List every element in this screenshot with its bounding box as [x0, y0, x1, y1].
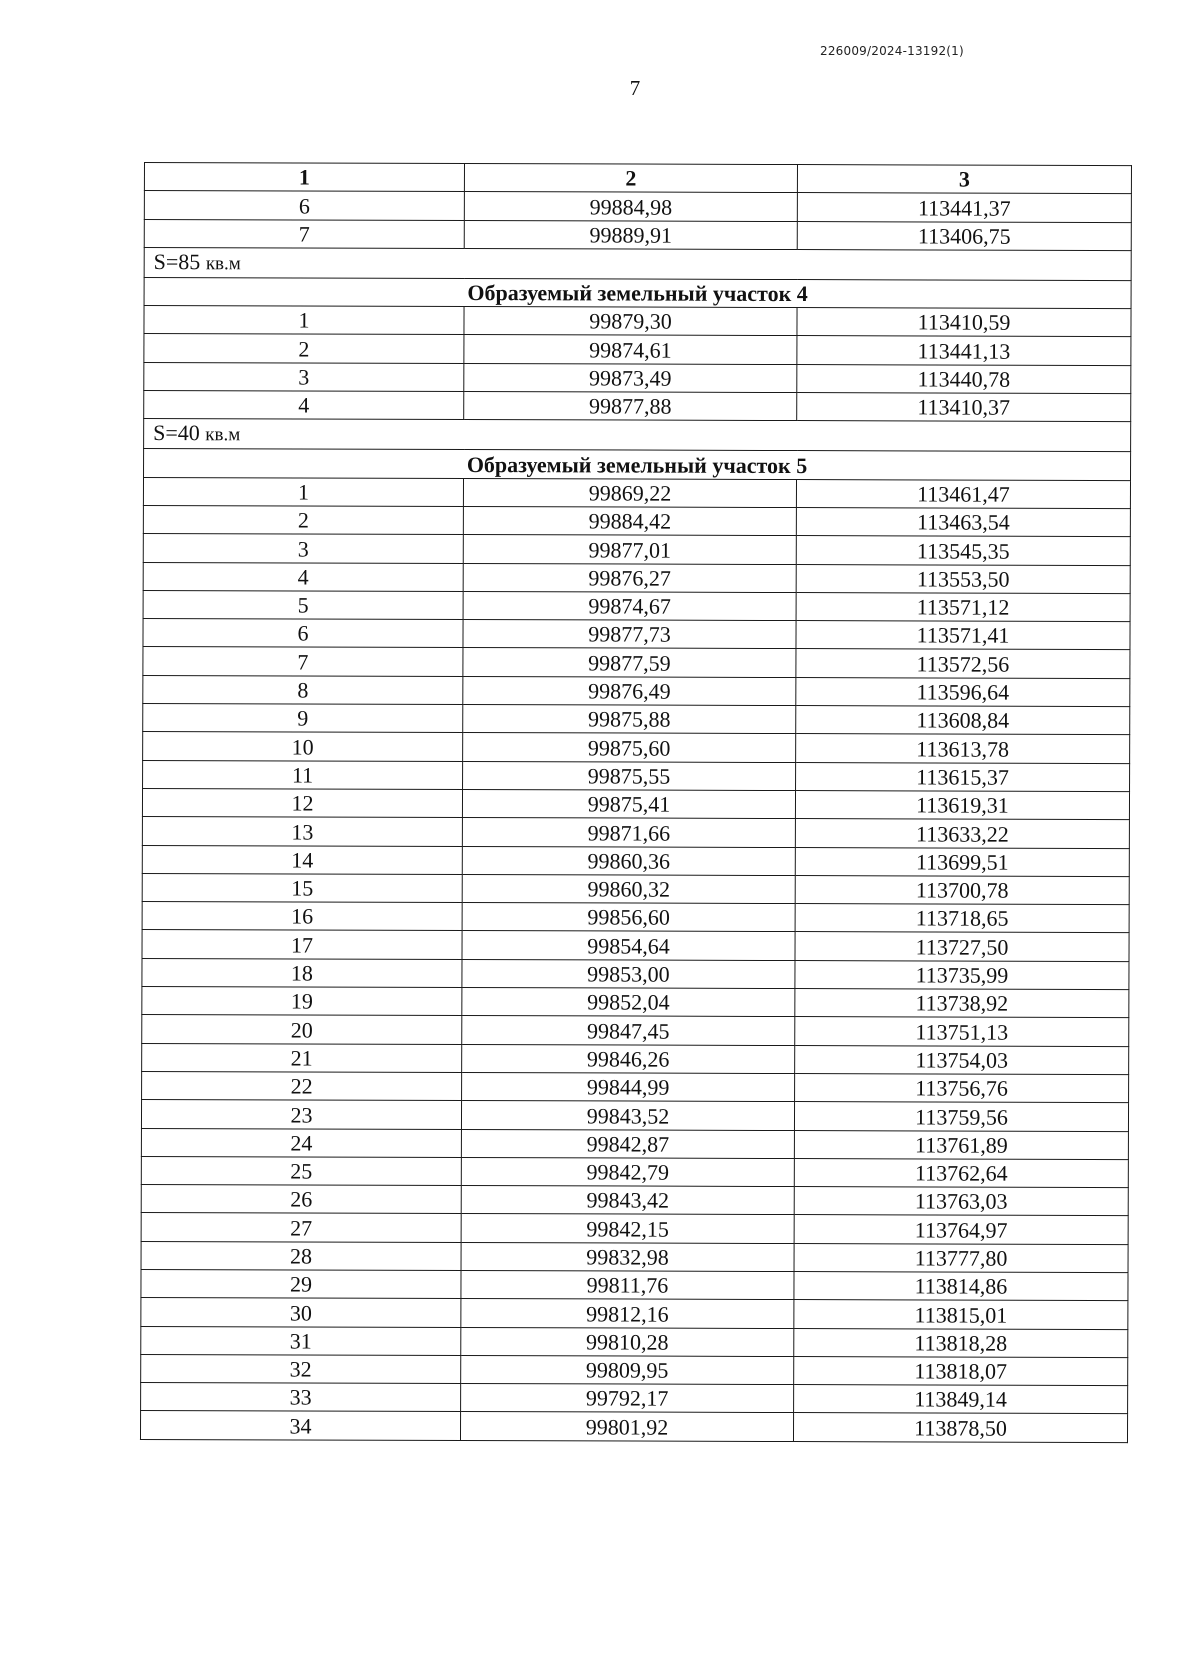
x-coordinate-cell: 99875,55	[463, 761, 796, 790]
x-coordinate-cell: 99843,42	[461, 1186, 794, 1215]
x-coordinate-cell: 99877,01	[463, 535, 796, 564]
point-number-cell: 21	[142, 1043, 462, 1072]
y-coordinate-cell: 113751,13	[795, 1017, 1129, 1046]
table-row	[142, 987, 1129, 1018]
table-row	[141, 1326, 1128, 1357]
y-coordinate-cell: 113849,14	[794, 1385, 1128, 1414]
section-title-row	[144, 277, 1131, 308]
x-coordinate-cell: 99844,99	[462, 1072, 795, 1101]
table-row	[143, 619, 1130, 650]
point-number-cell: 27	[141, 1213, 461, 1242]
section-title: Образуемый земельный участок 4	[144, 277, 1131, 308]
section-title: Образуемый земельный участок 5	[144, 449, 1131, 480]
table-row	[144, 362, 1131, 393]
y-coordinate-cell: 113735,99	[795, 960, 1129, 989]
point-number-cell: 24	[141, 1128, 461, 1157]
table-row	[143, 760, 1130, 791]
point-number-cell: 7	[144, 219, 464, 248]
point-number-cell: 14	[142, 845, 462, 874]
point-number-cell: 18	[142, 958, 462, 987]
x-coordinate-cell: 99852,04	[462, 988, 795, 1017]
point-number-cell: 26	[141, 1185, 461, 1214]
y-coordinate-cell: 113700,78	[795, 875, 1129, 904]
table-row	[142, 1015, 1129, 1046]
x-coordinate-cell: 99809,95	[461, 1355, 794, 1384]
table-row	[141, 1354, 1128, 1385]
point-number-cell: 22	[142, 1071, 462, 1100]
table-row	[144, 334, 1131, 365]
y-coordinate-cell: 113764,97	[794, 1215, 1128, 1244]
x-coordinate-cell: 99811,76	[461, 1270, 794, 1299]
y-coordinate-cell: 113818,28	[794, 1328, 1128, 1357]
area-value: S=85	[153, 248, 201, 275]
y-coordinate-cell: 113608,84	[796, 706, 1130, 735]
y-coordinate-cell: 113761,89	[794, 1130, 1128, 1159]
point-number-cell: 29	[141, 1269, 461, 1298]
x-coordinate-cell: 99842,79	[461, 1157, 794, 1186]
y-coordinate-cell: 113633,22	[795, 819, 1129, 848]
table-row	[143, 647, 1130, 678]
table-row	[140, 1411, 1127, 1442]
x-coordinate-cell: 99853,00	[462, 959, 795, 988]
point-number-cell: 9	[143, 704, 463, 733]
table-row	[142, 1071, 1129, 1102]
y-coordinate-cell: 113762,64	[794, 1158, 1128, 1187]
table-row	[141, 1100, 1128, 1131]
document-number: 226009/2024-13192(1)	[820, 44, 964, 58]
point-number-cell: 5	[143, 590, 463, 619]
section-title-row	[144, 449, 1131, 480]
table-row	[143, 562, 1130, 593]
x-coordinate-cell: 99875,41	[462, 789, 795, 818]
table-row	[144, 391, 1131, 422]
x-coordinate-cell: 99879,30	[464, 307, 797, 336]
x-coordinate-cell: 99884,98	[464, 192, 797, 221]
table-row	[141, 1298, 1128, 1329]
y-coordinate-cell: 113818,07	[794, 1356, 1128, 1385]
table-row	[142, 788, 1129, 819]
point-number-cell: 12	[142, 788, 462, 817]
table-row	[142, 1043, 1129, 1074]
y-coordinate-cell: 113441,13	[797, 336, 1131, 365]
table-row	[143, 732, 1130, 763]
table-row	[141, 1241, 1128, 1272]
y-coordinate-cell: 113754,03	[795, 1045, 1129, 1074]
x-coordinate-cell: 99842,15	[461, 1214, 794, 1243]
table-row	[142, 930, 1129, 961]
point-number-cell: 8	[143, 675, 463, 704]
point-number-cell: 4	[144, 391, 464, 420]
y-coordinate-cell: 113571,12	[796, 592, 1130, 621]
area-row	[144, 247, 1131, 280]
point-number-cell: 32	[141, 1354, 461, 1383]
point-number-cell: 13	[142, 817, 462, 846]
x-coordinate-cell: 99843,52	[461, 1101, 794, 1130]
point-number-cell: 25	[141, 1156, 461, 1185]
y-coordinate-cell: 113463,54	[796, 508, 1130, 537]
x-coordinate-cell: 99884,42	[463, 506, 796, 535]
point-number-cell: 15	[142, 873, 462, 902]
y-coordinate-cell: 113615,37	[796, 762, 1130, 791]
table-row	[142, 958, 1129, 989]
y-coordinate-cell: 113571,41	[796, 621, 1130, 650]
x-coordinate-cell: 99876,49	[463, 676, 796, 705]
table-row	[142, 873, 1129, 904]
point-number-cell: 33	[141, 1383, 461, 1412]
table-row	[143, 534, 1130, 565]
point-number-cell: 30	[141, 1298, 461, 1327]
y-coordinate-cell: 113815,01	[794, 1300, 1128, 1329]
y-coordinate-cell: 113763,03	[794, 1187, 1128, 1216]
coordinates-table-body	[140, 163, 1131, 1443]
page-number: 7	[629, 76, 641, 100]
y-coordinate-cell: 113699,51	[795, 847, 1129, 876]
table-row	[142, 817, 1129, 848]
x-coordinate-cell: 99873,49	[464, 363, 797, 392]
table-row	[141, 1213, 1128, 1244]
y-coordinate-cell: 113814,86	[794, 1272, 1128, 1301]
y-coordinate-cell: 113756,76	[795, 1073, 1129, 1102]
x-coordinate-cell: 99871,66	[462, 818, 795, 847]
table-row	[143, 675, 1130, 706]
point-number-cell: 11	[143, 760, 463, 789]
area-value: S=40	[153, 420, 200, 446]
point-number-cell: 17	[142, 930, 462, 959]
x-coordinate-cell: 99832,98	[461, 1242, 794, 1271]
table-row	[141, 1156, 1128, 1187]
table-row	[141, 1269, 1128, 1300]
x-coordinate-cell: 99792,17	[461, 1384, 794, 1413]
point-number-cell: 6	[143, 619, 463, 648]
table-header-row	[144, 163, 1131, 194]
x-coordinate-cell: 99846,26	[462, 1044, 795, 1073]
column-header-3: 3	[797, 165, 1131, 194]
y-coordinate-cell: 113441,37	[797, 193, 1131, 222]
point-number-cell: 1	[143, 477, 463, 506]
x-coordinate-cell: 99889,91	[464, 220, 797, 249]
column-header-1: 1	[144, 163, 464, 192]
point-number-cell: 2	[144, 334, 464, 363]
x-coordinate-cell: 99801,92	[460, 1412, 793, 1441]
table-row	[141, 1128, 1128, 1159]
x-coordinate-cell: 99842,87	[461, 1129, 794, 1158]
x-coordinate-cell: 99874,61	[464, 335, 797, 364]
y-coordinate-cell: 113596,64	[796, 677, 1130, 706]
column-header-2: 2	[464, 164, 797, 193]
x-coordinate-cell: 99860,36	[462, 846, 795, 875]
area-row	[144, 419, 1131, 452]
coordinates-table	[140, 162, 1132, 1443]
table-row	[143, 477, 1130, 508]
x-coordinate-cell: 99812,16	[461, 1299, 794, 1328]
y-coordinate-cell: 113406,75	[797, 221, 1131, 250]
point-number-cell: 6	[144, 191, 464, 220]
x-coordinate-cell: 99877,73	[463, 620, 796, 649]
x-coordinate-cell: 99856,60	[462, 903, 795, 932]
y-coordinate-cell: 113410,37	[797, 393, 1131, 422]
area-unit: кв.м	[205, 424, 241, 446]
area-unit: кв.м	[205, 253, 241, 275]
point-number-cell: 19	[142, 987, 462, 1016]
point-number-cell: 10	[143, 732, 463, 761]
y-coordinate-cell: 113440,78	[797, 364, 1131, 393]
point-number-cell: 7	[143, 647, 463, 676]
point-number-cell: 31	[141, 1326, 461, 1355]
y-coordinate-cell: 113545,35	[796, 536, 1130, 565]
table-row	[142, 845, 1129, 876]
y-coordinate-cell: 113461,47	[796, 479, 1130, 508]
point-number-cell: 3	[143, 534, 463, 563]
x-coordinate-cell: 99875,88	[463, 705, 796, 734]
table-row	[144, 219, 1131, 250]
y-coordinate-cell: 113738,92	[795, 989, 1129, 1018]
point-number-cell: 23	[141, 1100, 461, 1129]
x-coordinate-cell: 99877,59	[463, 648, 796, 677]
x-coordinate-cell: 99875,60	[463, 733, 796, 762]
point-number-cell: 1	[144, 306, 464, 335]
y-coordinate-cell: 113777,80	[794, 1243, 1128, 1272]
point-number-cell: 34	[140, 1411, 460, 1440]
area-cell	[144, 247, 1131, 280]
table-row	[143, 505, 1130, 536]
y-coordinate-cell: 113718,65	[795, 904, 1129, 933]
x-coordinate-cell: 99874,67	[463, 591, 796, 620]
area-cell	[144, 419, 1131, 452]
y-coordinate-cell: 113727,50	[795, 932, 1129, 961]
table-row	[143, 704, 1130, 735]
x-coordinate-cell: 99876,27	[463, 563, 796, 592]
point-number-cell: 3	[144, 362, 464, 391]
point-number-cell: 20	[142, 1015, 462, 1044]
x-coordinate-cell: 99847,45	[462, 1016, 795, 1045]
point-number-cell: 16	[142, 902, 462, 931]
point-number-cell: 4	[143, 562, 463, 591]
x-coordinate-cell: 99810,28	[461, 1327, 794, 1356]
table-row	[141, 1185, 1128, 1216]
y-coordinate-cell: 113759,56	[794, 1102, 1128, 1131]
x-coordinate-cell: 99854,64	[462, 931, 795, 960]
x-coordinate-cell: 99869,22	[463, 478, 796, 507]
x-coordinate-cell: 99877,88	[464, 392, 797, 421]
y-coordinate-cell: 113619,31	[795, 790, 1129, 819]
point-number-cell: 2	[143, 505, 463, 534]
table-row	[141, 1383, 1128, 1414]
table-row	[144, 191, 1131, 222]
table-row	[144, 306, 1131, 337]
y-coordinate-cell: 113410,59	[797, 308, 1131, 337]
y-coordinate-cell: 113878,50	[793, 1413, 1127, 1442]
point-number-cell: 28	[141, 1241, 461, 1270]
y-coordinate-cell: 113553,50	[796, 564, 1130, 593]
table-row	[142, 902, 1129, 933]
y-coordinate-cell: 113572,56	[796, 649, 1130, 678]
table-row	[143, 590, 1130, 621]
y-coordinate-cell: 113613,78	[796, 734, 1130, 763]
x-coordinate-cell: 99860,32	[462, 874, 795, 903]
